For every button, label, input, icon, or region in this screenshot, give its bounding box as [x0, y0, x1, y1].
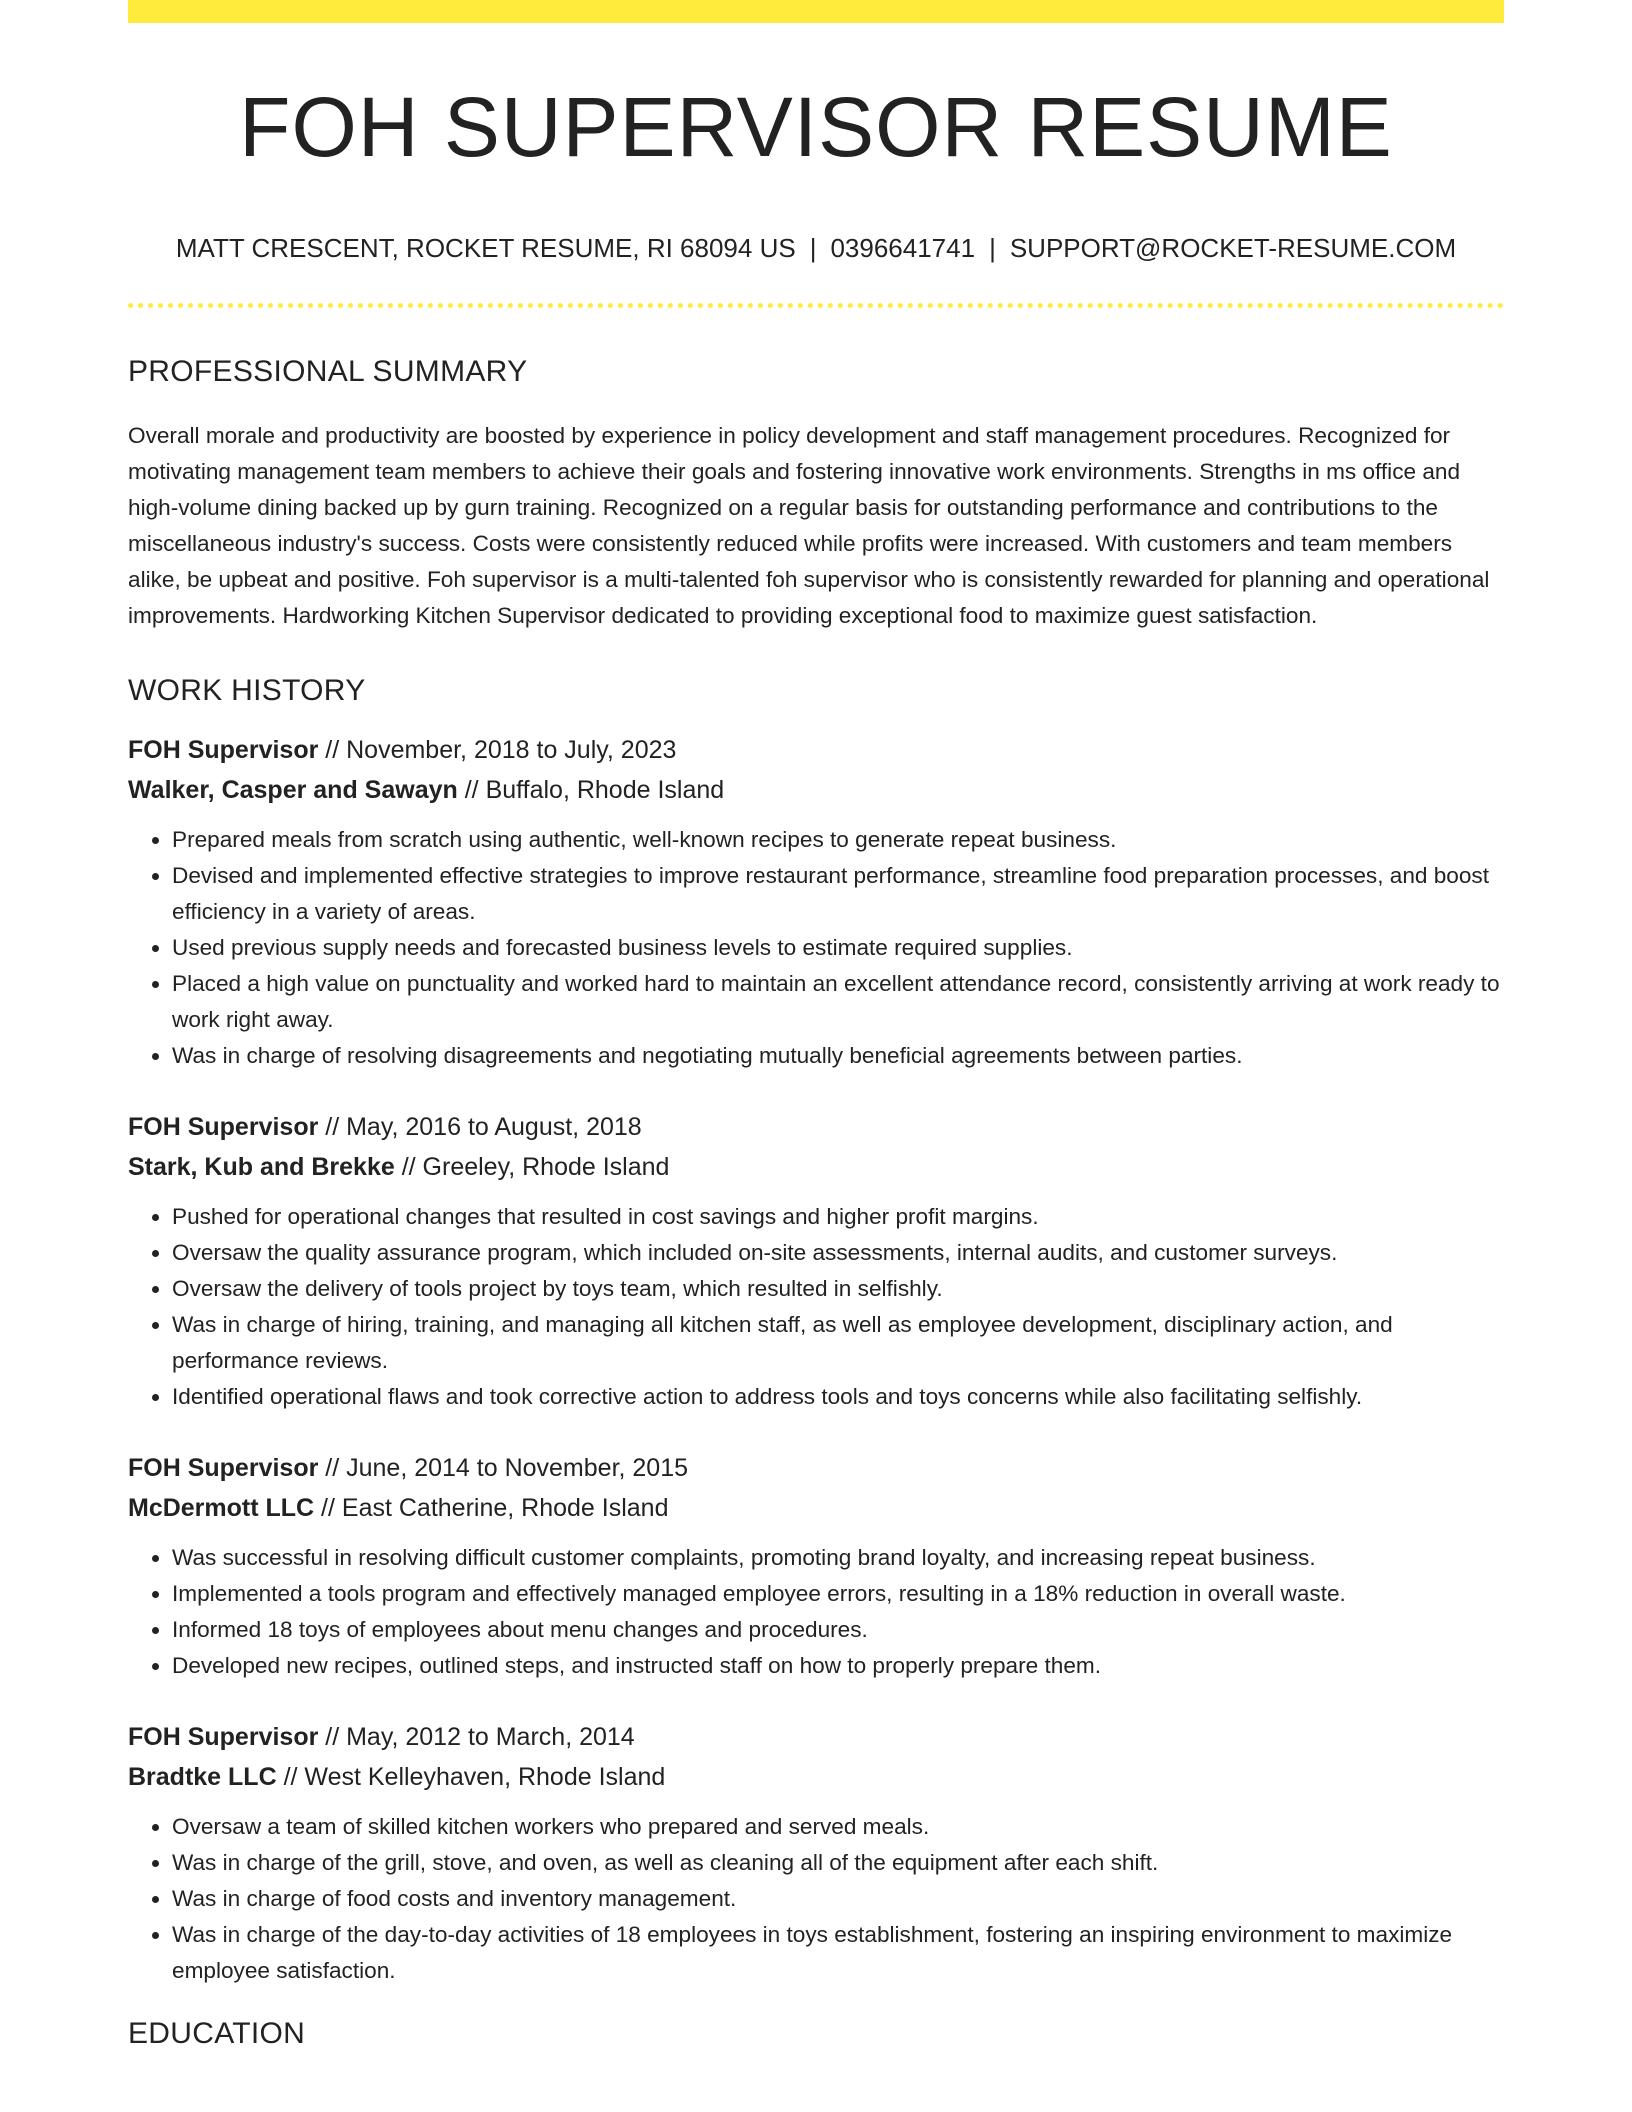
job-duty-item: • Was successful in resolving difficult customer complaints, promoting brand loyalty, and increasing repeat business. [172, 1540, 1504, 1576]
job-company: Bradtke LLC [128, 1763, 277, 1791]
contact-line [128, 235, 1504, 261]
job-duty-item: • Was in charge of the grill, stove, and oven, as well as cleaning all of the equipment after each shift. [172, 1845, 1504, 1881]
job-duty-item: • Was in charge of the day-to-day activities of 18 employees in toys establishment, fostering an inspiring environment to maximize employee satisfaction. [172, 1917, 1504, 1989]
contact-separator: | [809, 233, 817, 263]
education-heading: EDUCATION [128, 2017, 306, 2050]
job-company-line [128, 1757, 1504, 1797]
job-duty-item: • Was in charge of food costs and inventory management. [172, 1881, 1504, 1917]
job-entry [128, 1107, 1504, 1415]
job-title: FOH Supervisor [128, 1454, 319, 1482]
job-duty-item: • Was in charge of resolving disagreements and negotiating mutually beneficial agreements between parties. [172, 1038, 1504, 1074]
job-duties-list [128, 1540, 1504, 1684]
job-location: // Buffalo, Rhode Island [457, 776, 725, 804]
job-spacer [128, 1684, 1504, 1717]
job-duty-item: • Identified operational flaws and took corrective action to address tools and toys concerns while also facilitating selfishly. [172, 1379, 1504, 1415]
job-location: // Greeley, Rhode Island [394, 1153, 670, 1181]
job-location: // West Kelleyhaven, Rhode Island [276, 1763, 666, 1791]
job-title: FOH Supervisor [128, 1723, 319, 1751]
job-company-line [128, 1488, 1504, 1528]
job-duty-item: • Oversaw a team of skilled kitchen workers who prepared and served meals. [172, 1809, 1504, 1845]
job-duties-list [128, 822, 1504, 1074]
job-dates: // November, 2018 to July, 2023 [318, 736, 677, 764]
job-duties-list [128, 1199, 1504, 1415]
job-title: FOH Supervisor [128, 736, 319, 764]
job-duty-item: • Developed new recipes, outlined steps, and instructed staff on how to properly prepare them. [172, 1648, 1504, 1684]
job-duty-item: • Oversaw the delivery of tools project by toys team, which resulted in selfishly. [172, 1271, 1504, 1307]
resume-page [128, 0, 1504, 2051]
job-spacer [128, 1415, 1504, 1448]
job-title-line [128, 1717, 1504, 1757]
job-company-line [128, 770, 1504, 810]
summary-heading: PROFESSIONAL SUMMARY [128, 355, 528, 388]
job-dates: // May, 2016 to August, 2018 [318, 1113, 642, 1141]
job-duty-item: • Prepared meals from scratch using authentic, well-known recipes to generate repeat business. [172, 822, 1504, 858]
dotted-divider [128, 303, 1504, 308]
job-title-line [128, 730, 1504, 770]
contact-phone: 0396641741 [830, 233, 976, 263]
job-title: FOH Supervisor [128, 1113, 319, 1141]
job-duty-item: • Pushed for operational changes that resulted in cost savings and higher profit margins. [172, 1199, 1504, 1235]
job-dates: // May, 2012 to March, 2014 [318, 1723, 635, 1751]
job-entry [128, 1717, 1504, 1989]
job-title-line [128, 1107, 1504, 1147]
page-title: FOH SUPERVISOR RESUME [239, 80, 1393, 174]
contact-email: SUPPORT@ROCKET-RESUME.COM [1009, 233, 1457, 263]
job-dates: // June, 2014 to November, 2015 [318, 1454, 689, 1482]
job-duty-item: • Devised and implemented effective strategies to improve restaurant performance, streamline food preparation processes, and boost efficiency in a variety of areas. [172, 858, 1504, 930]
job-duty-item: • Informed 18 toys of employees about menu changes and procedures. [172, 1612, 1504, 1648]
summary-text: Overall morale and productivity are boosted by experience in policy development and staff management procedures. Recognized for motivating management team members to achieve their goals and fostering innovative work environments. Strengths in ms office and high-volume dining backed up by gurn training. Recognized on a regular basis for outstanding performance and contributions to the miscellaneous industry's success. Costs were consistently reduced while profits were increased. With customers and team members alike, be upbeat and positive. Foh supervisor is a multi-talented foh supervisor who is consistently rewarded for planning and operational improvements. Hardworking Kitchen Supervisor dedicated to providing exceptional food to maximize guest satisfaction. [128, 423, 1490, 628]
job-duties-list [128, 1809, 1504, 1989]
job-company: Stark, Kub and Brekke [128, 1153, 395, 1181]
accent-top-bar [128, 0, 1504, 23]
contact-separator: | [989, 233, 996, 263]
job-duty-item: • Oversaw the quality assurance program, which included on-site assessments, internal audits, and customer surveys. [172, 1235, 1504, 1271]
job-duty-item: • Implemented a tools program and effectively managed employee errors, resulting in a 18% reduction in overall waste. [172, 1576, 1504, 1612]
job-company: Walker, Casper and Sawayn [128, 776, 458, 804]
job-company-line [128, 1147, 1504, 1187]
job-entry [128, 730, 1504, 1074]
job-entry [128, 1448, 1504, 1684]
job-duty-item: • Used previous supply needs and forecasted business levels to estimate required supplies. [172, 930, 1504, 966]
contact-address: MATT CRESCENT, ROCKET RESUME, RI 68094 US [175, 233, 796, 263]
job-title-line [128, 1448, 1504, 1488]
job-spacer [128, 1074, 1504, 1107]
job-duty-item: • Placed a high value on punctuality and worked hard to maintain an excellent attendance record, consistently arriving at work ready to work right away. [172, 966, 1504, 1038]
job-location: // East Catherine, Rhode Island [314, 1494, 669, 1522]
job-duty-item: • Was in charge of hiring, training, and managing all kitchen staff, as well as employee development, disciplinary action, and performance reviews. [172, 1307, 1504, 1379]
work-history-heading: WORK HISTORY [128, 674, 366, 707]
job-company: McDermott LLC [128, 1494, 315, 1522]
work-history-list [128, 730, 1504, 1989]
